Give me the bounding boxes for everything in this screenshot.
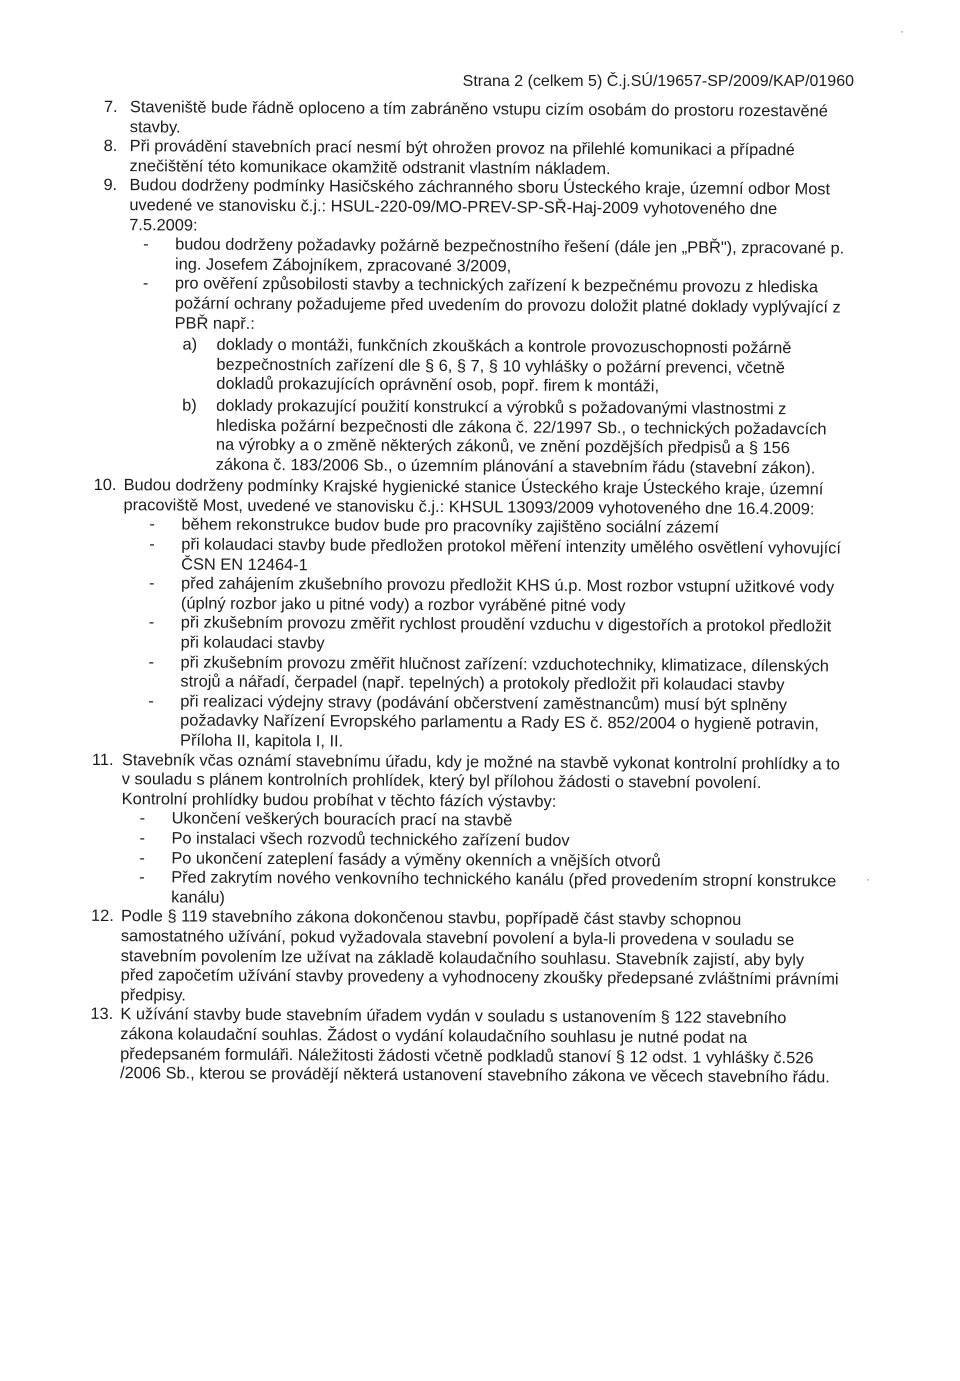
list-item: - pro ověření způsobilosti stavby a technických zařízení k bezpečnému provozu z hlediska požární ochrany požadujeme před uvedením do provozu doložit platné doklady vyplývající z PBŘ např.: [175,275,845,338]
list-item: - při kolaudaci stavby bude předložen protokol měření intenzity umělého osvětlení vyhovující ČSN EN 12464-1 [181,536,843,579]
item-number: 12. [90,907,114,926]
condition-11 [91,750,842,912]
item-number: 9. [103,176,118,195]
list-item: - Po instalaci všech rozvodů technického zařízení budov [171,829,841,853]
condition-8 [104,137,846,181]
item-text: Budou dodrženy podmínky Hasičského záchranného sboru Ústeckého kraje, územní odbor Most uvedené ve stanovisku č.j.: HSUL-220-09/MO-PREV-SP-SŘ-Haj-2009 vyhotoveného dne 7.5.2009: [129,176,831,235]
list-item [182,396,844,478]
inspection-phase-list [121,809,842,911]
document-list [128,335,845,479]
list-item: - budou dodrženy požadavky požárně bezpečnostního řešení (dále jen „PBŘ"), zpracované p. ing. Josefem Zábojníkem, zpracované 3/2009, [175,236,845,279]
item-text: Budou dodrženy podmínky Krajské hygienické stanice Ústeckého kraje Ústeckého kraje, územní pracoviště Most, uvedené ve stanovisku č.j.: KHSUL 13093/2009 vyhotoveného dne 16.4.2009: [123,476,824,519]
requirement-list [129,235,846,337]
item-number: 7. [103,98,118,117]
item-number: 8. [103,137,118,156]
list-item: - Před zakrytím nového venkovního technického kanálu (před provedením stropní konstrukce kanálu) [171,869,841,912]
condition-9 [102,176,846,480]
list-item: - při zkušebním provozu změřit hlučnost zařízení: vzduchotechniky, klimatizace, dílenských strojů a nářadí, čerpadel (např. tepelných) a protokoly předložit při kolaudaci stavby [180,653,842,696]
list-text: doklady o montáži, funkčních zkouškách a kontrole provozuschopnosti požárně bezpečnostních zařízení dle § 6, § 7, § 10 vyhlášky o požární prevenci, včetně dokladů prokazujících oprávnění osob, popř. firem k montáži, [216,335,792,396]
item-text: Při provádění stavebních prací nesmí být ohrožen provoz na přilehlé komunikaci a případné znečištění této komunikace okamžitě odstranit vlastním nákladem. [129,137,795,178]
list-label: a) [182,335,198,354]
list-item: - při zkušebním provozu změřit rychlost proudění vzduchu v digestořích a protokol předložit při kolaudaci stavby [181,614,843,657]
item-text: Podle § 119 stavebního zákona dokončenou stavbu, popřípadě část stavby schopnou samostatného užívání, pokud vyžadovala stavební povolení a byla-li provedena v souladu se stavebním povolením lze užívat na základě kolaudačního souhlasu. Stavebník zajistí, aby byly před započetím užívání stavby provedeny a vyhodnoceny zkoušky předepsané zvláštními právními předpisy. [120,907,839,1005]
item-number: 13. [90,1005,114,1024]
item-text: Stavebník včas oznámí stavebnímu úřadu, kdy je možné na stavbě vykonat kontrolní prohlídky a to v souladu s plánem kontrolních prohlídek, který byl přílohou žádosti o stavební povolení. [121,750,840,793]
list-item: - Ukončení veškerých bouracích prací na stavbě [172,810,842,834]
condition-7 [104,98,846,142]
list-item [182,336,844,399]
list-item: - Po ukončení zateplení fasády a výměny okenních a vnějších otvorů [171,849,841,873]
item-text: K užívání stavby bude stavebním úřadem vydán v souladu s ustanovením § 122 stavebního zákona kolaudační souhlas. Žádost o vydání kolaudačního souhlasu je nutné podat na předepsaném formuláři. Náležitosti žádosti včetně podkladů stanoví § 12 odst. 1 vyhlášky č.526 /2006 Sb., kterou se provádějí některá ustanovení stavebního zákona ve věcech stavebního řádu. [119,1005,830,1087]
condition-10 [93,476,844,755]
condition-12 [90,907,841,1009]
list-item: - při realizaci výdejny stravy (podávání občerstvení zaměstnancům) musí být splněny požadavky Nařízení Evropského parlamentu a Rady ES č. 852/2004 o hygieně potravin, Příloha II, kapitola I, II. [180,692,842,755]
scan-artifact: · [900,24,904,38]
condition-13 [90,1005,840,1088]
list-item: - před zahájením zkušebního provozu předložit KHS ú.p. Most rozbor vstupní užitkové vody (úplný rozbor jako u pitné vody) a rozbor vyráběné pitné vody [181,575,843,618]
item-number: 10. [93,476,117,495]
scan-artifact: · [866,872,870,886]
requirement-list [122,516,843,756]
list-item: - během rekonstrukce budov bude pro pracovníky zajištěno sociální zázemí [181,516,843,540]
page-header: Strana 2 (celkem 5) Č.j.SÚ/19657-SP/2009/KAP/01960 [462,73,854,90]
item-text: Staveniště bude řádně oploceno a tím zabráněno vstupu cizím osobám do prostoru rozestavěné stavby. [129,98,828,137]
list-text: doklady prokazující použití konstrukcí a výrobků s požadovanými vlastnostmi z hlediska požární bezpečnosti dle zákona č. 22/1997 Sb., o technických požadavcích na výrobky a o změně některých zákonů, ve znění pozdějších předpisů a § 156 zákona č. 183/2006 Sb., o územním plánování a stavebním řádu (stavební zákon). [215,396,827,478]
list-label: b) [182,396,197,415]
inspection-intro: Kontrolní prohlídky budou probíhat v těchto fázích výstavby: [121,789,557,811]
document-body [90,98,846,1088]
item-number: 11. [91,750,114,769]
